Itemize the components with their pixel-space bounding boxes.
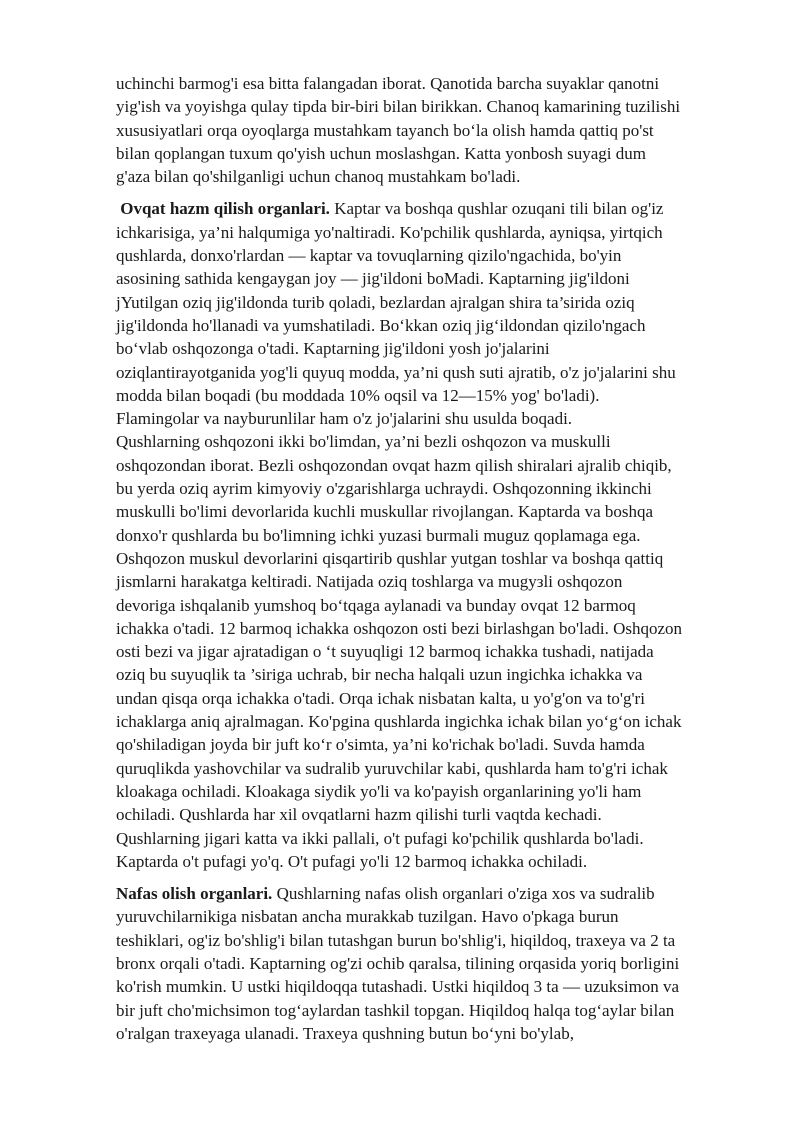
text-line: uchinchi barmog'i esa bitta falangadan iborat. Qanotida barcha suyaklar qanotni bbox=[116, 74, 660, 93]
text-line: oziq bu suyuqlik ta ’siriga uchrab, bir necha halqali uzun ingichka ichakka va bbox=[116, 665, 643, 685]
text-line: yig'ish va yoyishga qulay tipda bir-biri bilan birikkan. Chanoq kamarining tuzilishi bbox=[116, 97, 681, 117]
text-line: bilan qoplangan tuxum qo'yish uchun moslashgan. Katta yonbosh suyagi dum bbox=[116, 143, 647, 163]
text-line bbox=[116, 882, 754, 905]
text-line: modda bilan boqadi (bu moddada 10% oqsil va 12—15% yog' bo'ladi). bbox=[116, 385, 600, 405]
paragraph-digestion bbox=[116, 197, 754, 873]
text-line: devoriga ishqalanib yumshoq bo‘tqaga aylanadi va bunday ovqat 12 barmoq bbox=[116, 595, 636, 615]
text-line: osti bezi va jigar ajratadigan o ‘t suyuqligi 12 barmoq ichakka tushadi, natijada bbox=[116, 642, 654, 662]
text-line: Oshqozon muskul devorlarini qisqartirib qushlar yutgan toshlar va boshqa qattiq bbox=[116, 548, 664, 568]
paragraph-gap bbox=[116, 188, 754, 197]
text-line: bu yerda oziq ayrim kimyoviy o'zgarishlarga uchraydi. Oshqozonning ikkinchi bbox=[116, 479, 652, 499]
text-line: qo'shiladigan joyda bir juft ko‘r o'simta, ya’ni ko'richak bo'ladi. Suvda hamda bbox=[116, 735, 645, 755]
text-segment: Kaptar va boshqa qushlar ozuqani tili bilan og'iz bbox=[329, 199, 664, 219]
text-line: teshiklari, og'iz bo'shlig'i bilan tutashgan burun bo'shlig'i, hiqildoq, traxeya va 2 ta bbox=[116, 930, 676, 950]
paragraph-respiration bbox=[116, 882, 754, 1045]
document-page bbox=[116, 72, 754, 1045]
text-line: Qushlarning jigari katta va ikki pallali, o't pufagi ko'pchilik qushlarda bo'ladi. bbox=[116, 828, 644, 848]
text-line: oziqlantirayotganida yog'li quyuq modda, ya’ni qush suti ajratib, o'z jo'jalarini shu bbox=[116, 362, 676, 382]
text-line: jig'ildonda ho'llanadi va yumshatiladi. Bo‘kkan oziq jig‘ildondan qizilo'ngach bbox=[116, 315, 646, 335]
text-line: muskulli bo'limi devorlarida kuchli muskullar rivojlangan. Kaptarda va boshqa bbox=[116, 502, 654, 522]
text-line: Kaptarda o't pufagi yo'q. O't pufagi yo'li 12 barmoq ichakka ochiladi. bbox=[116, 851, 588, 871]
text-line: Qushlarning oshqozoni ikki bo'limdan, ya’ni bezli oshqozon va muskulli bbox=[116, 432, 611, 452]
text-line: ichaklarga aniq ajralmagan. Ko'pgina qushlarda ingichka ichak bilan yo‘g‘on ichak bbox=[116, 712, 682, 732]
text-line: bir juft cho'michsimon tog‘aylardan tashkil topgan. Hiqildoq halqa tog‘aylar bilan bbox=[116, 1000, 675, 1020]
text-line bbox=[116, 197, 754, 220]
text-line: Flamingolar va nayburunlilar ham o'z jo'jalarini shu usulda boqadi. bbox=[116, 409, 573, 429]
text-line: undan qisqa orqa ichakka o'tadi. Orqa ichak nisbatan kalta, u yo'g'on va to'g'ri bbox=[116, 688, 645, 708]
text-line: donxo'r qushlarda bu bo'limning ichki yuzasi burmali muguz qoplamaga ega. bbox=[116, 525, 641, 545]
section-heading-respiration: Nafas olish organlari. bbox=[116, 884, 273, 904]
text-line: xususiyatlari orqa oyoqlarga mustahkam tayanch bo‘la olish hamda qattiq po'st bbox=[116, 120, 654, 140]
text-line: bo‘vlab oshqozonga o'tadi. Kaptarning jig'ildoni yosh jo'jalarini bbox=[116, 339, 550, 359]
text-segment: Qushlarning nafas olish organlari o'ziga xos va sudralib bbox=[272, 884, 655, 904]
text-line: qushlarda, donxo'rlardan — kaptar va tovuqlarning qizilo'ngachida, bo'yin bbox=[116, 246, 622, 266]
text-line: jYutilgan oziq jig'ildonda turib qoladi, bezlardan ajralgan shira ta’sirida oziq bbox=[116, 292, 635, 312]
paragraph-gap bbox=[116, 873, 754, 882]
text-line: o'ralgan traxeyaga ulanadi. Traxeya qushning butun bo‘yni bo'ylab, bbox=[116, 1023, 574, 1043]
text-line: asosining sathida kengaygan joy — jig'ildoni boMadi. Kaptarning jig'ildoni bbox=[116, 269, 630, 289]
text-line: quruqlikda yashovchilar va sudralib yuruvchilar kabi, qushlarda ham to'g'ri ichak bbox=[116, 758, 668, 778]
text-line: ichakka o'tadi. 12 barmoq ichakka oshqozon osti bezi birlashgan bo'ladi. Oshqozon bbox=[116, 618, 683, 638]
text-line: g'aza bilan qo'shilganligi uchun chanoq mustahkam bo'ladi. bbox=[116, 167, 521, 187]
text-line: oshqozondan iborat. Bezli oshqozondan ovqat hazm qilish shiralari ajralib chiqib, bbox=[116, 455, 672, 475]
text-line: yuruvchilarnikiga nisbatan ancha murakkab tuzilgan. Havo o'pkaga burun bbox=[116, 907, 619, 927]
text-line: ochiladi. Qushlarda har xil ovqatlarni hazm qilishi turli vaqtda kechadi. bbox=[116, 805, 602, 825]
paragraph-skeleton bbox=[116, 72, 754, 188]
section-heading-digestion: Ovqat hazm qilish organlari. bbox=[120, 199, 330, 219]
text-line: bronx orqali o'tadi. Kaptarning og'zi ochib qaralsa, tilining orqasida yoriq borligini bbox=[116, 953, 680, 973]
text-line: kloakaga ochiladi. Kloakaga siydik yo'li va ko'payish organlarining yo'li ham bbox=[116, 781, 642, 801]
text-line: ko'rish mumkin. U ustki hiqildoqqa tutashadi. Ustki hiqildoq 3 ta — uzuksimon va bbox=[116, 977, 680, 997]
text-line: jismlarni harakatga keltiradi. Natijada oziq toshlarga va mugузli oshqozon bbox=[116, 572, 623, 592]
text-line: ichkarisiga, ya’ni halqumiga yo'naltiradi. Ko'pchilik qushlarda, ayniqsa, yirtqich bbox=[116, 222, 663, 242]
